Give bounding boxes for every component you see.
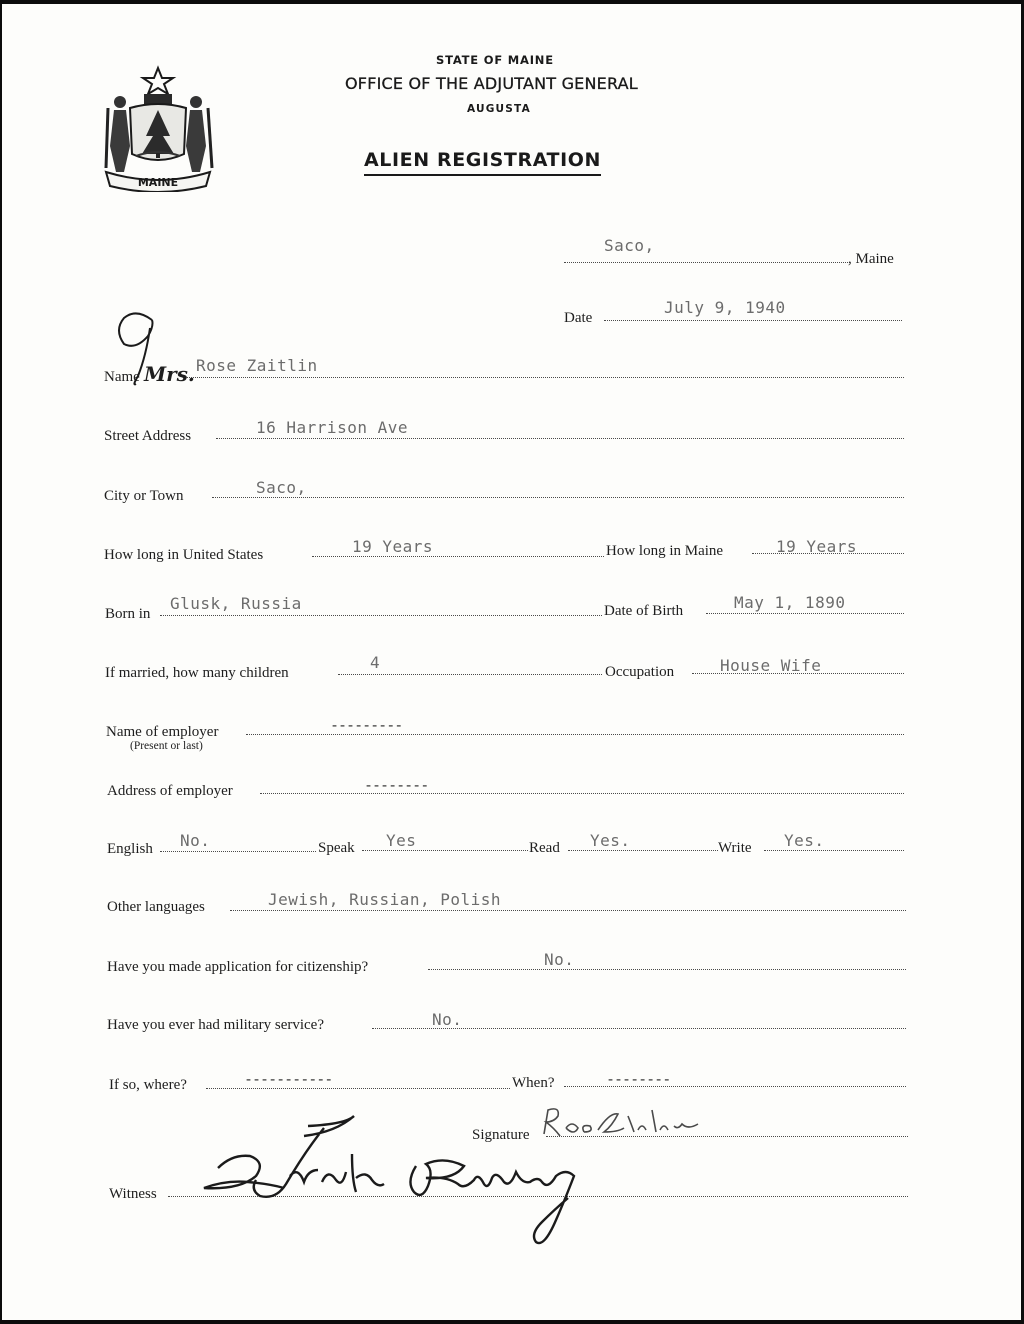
children-line: [338, 674, 602, 675]
employer-sublabel: (Present or last): [130, 740, 203, 752]
dob-value: May 1, 1890: [734, 593, 846, 612]
page-title: ALIEN REGISTRATION: [364, 149, 601, 176]
state-seal-icon: [100, 64, 216, 192]
place-line: [564, 262, 848, 263]
english-line: [160, 851, 316, 852]
employer-label: Name of employer: [106, 724, 219, 740]
seal-banner-text: MAINE: [137, 176, 179, 189]
name-line: [186, 377, 904, 378]
military-label: Have you ever had military service?: [107, 1017, 324, 1033]
when-label: When?: [512, 1075, 555, 1091]
employer-value: ---------: [330, 716, 403, 734]
read-value: Yes.: [590, 831, 631, 850]
occupation-label: Occupation: [605, 664, 675, 680]
name-prefix: Mrs.: [144, 362, 195, 386]
dob-label: Date of Birth: [604, 603, 684, 619]
speak-line: [362, 850, 528, 851]
street-label: Street Address: [104, 428, 192, 444]
us-duration-value: 19 Years: [352, 537, 434, 556]
children-value: 4: [370, 653, 381, 672]
military-value: No.: [432, 1010, 463, 1029]
read-label: Read: [529, 840, 560, 856]
employer-address-line: [260, 793, 904, 794]
write-line: [764, 850, 904, 851]
witness-label: Witness: [109, 1186, 157, 1202]
date-line: [604, 320, 902, 321]
place-suffix: , Maine: [848, 251, 894, 267]
maine-duration-value: 19 Years: [776, 537, 858, 556]
signature-label: Signature: [472, 1127, 530, 1143]
citizenship-value: No.: [544, 950, 575, 969]
scan-edge-left: [0, 0, 2, 1324]
name-label: Name: [104, 369, 140, 385]
other-languages-line: [230, 910, 906, 911]
speak-value: Yes: [386, 831, 417, 850]
english-value: No.: [180, 831, 211, 850]
date-label: Date: [564, 310, 593, 326]
employer-address-label: Address of employer: [107, 783, 233, 799]
us-duration-label: How long in United States: [104, 547, 264, 563]
children-label: If married, how many children: [105, 665, 289, 681]
read-line: [568, 850, 718, 851]
write-label: Write: [718, 840, 752, 856]
dob-line: [706, 613, 904, 614]
city-line: [212, 497, 904, 498]
name-value: Rose Zaitlin: [196, 356, 318, 375]
citizenship-line: [428, 969, 906, 970]
occupation-value: House Wife: [720, 656, 822, 675]
when-value: --------: [606, 1070, 671, 1088]
where-line: [206, 1088, 510, 1089]
write-value: Yes.: [784, 831, 825, 850]
maine-duration-label: How long in Maine: [606, 543, 724, 559]
header-city: AUGUSTA: [467, 103, 531, 115]
english-label: English: [107, 841, 153, 857]
born-label: Born in: [105, 606, 151, 622]
date-value: July 9, 1940: [664, 298, 786, 317]
scan-edge-bottom: [0, 1320, 1024, 1324]
place-value: Saco,: [604, 236, 655, 255]
header-office: OFFICE OF THE ADJUTANT GENERAL: [345, 74, 638, 93]
where-label: If so, where?: [109, 1077, 187, 1093]
scan-edge-top: [0, 0, 1024, 4]
employer-line: [246, 734, 904, 735]
header-state: STATE OF MAINE: [436, 53, 554, 67]
street-value: 16 Harrison Ave: [256, 418, 408, 437]
other-languages-label: Other languages: [107, 899, 205, 915]
city-value: Saco,: [256, 478, 307, 497]
city-label: City or Town: [104, 488, 184, 504]
other-languages-value: Jewish, Russian, Polish: [268, 890, 502, 909]
citizenship-label: Have you made application for citizenship?: [107, 959, 369, 975]
where-value: -----------: [244, 1070, 333, 1088]
witness-signature-handwriting: [196, 1110, 596, 1260]
employer-address-value: --------: [364, 776, 429, 794]
speak-label: Speak: [318, 840, 355, 856]
born-line: [160, 615, 602, 616]
street-line: [216, 438, 904, 439]
born-value: Glusk, Russia: [170, 594, 302, 613]
us-duration-line: [312, 556, 604, 557]
